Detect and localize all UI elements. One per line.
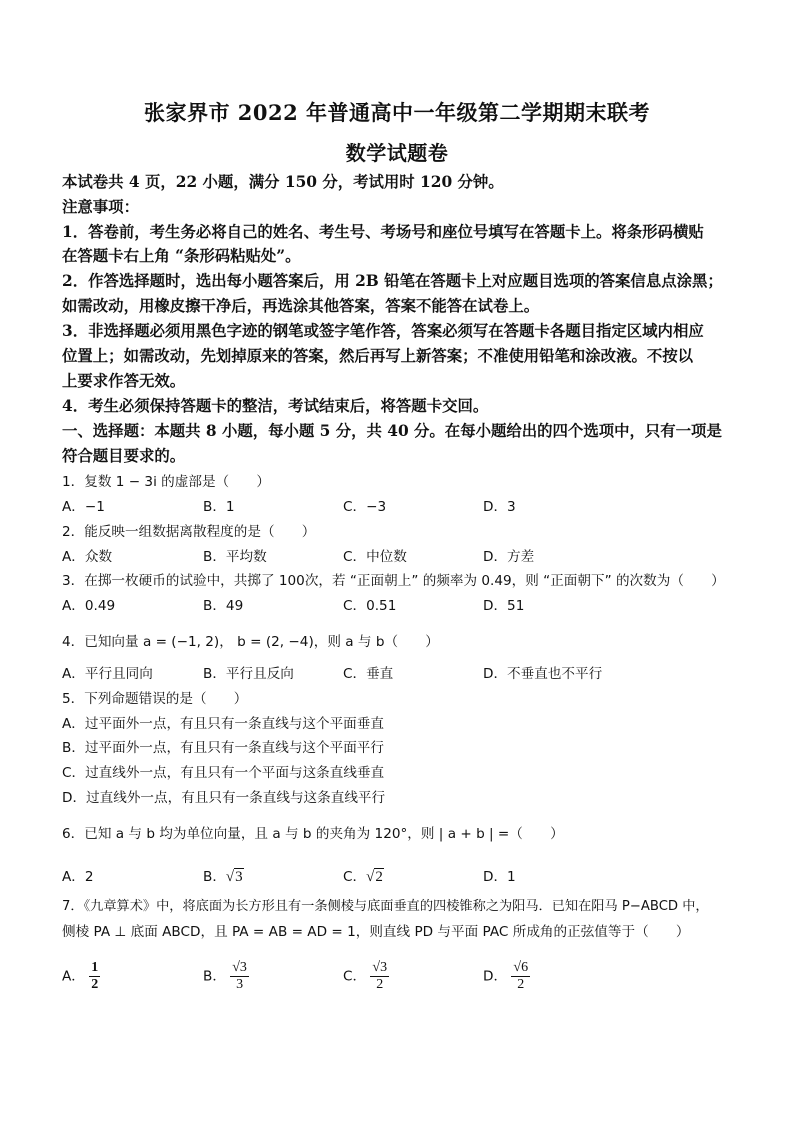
q6-option-c-label: C． <box>343 869 367 885</box>
q4-option-b: B．平行且反向 <box>203 666 294 682</box>
q6-option-c-radicand: 2 <box>375 869 383 885</box>
q3-option-b: B．49 <box>203 598 244 614</box>
q3-option-c: C．0.51 <box>343 598 397 614</box>
q7-option-c-fraction <box>370 960 389 993</box>
fraction-denominator: 2 <box>376 977 384 992</box>
q7-option-a <box>62 960 100 993</box>
q5-option-c: C．过直线外一点，有且只有一个平面与这条直线垂直 <box>62 765 385 781</box>
question-6-stem: 6．已知 a 与 b 均为单位向量，且 a 与 b 的夹角为 120°，则 | a + b | =（ ） <box>62 826 564 842</box>
notice-line: 位置上；如需改动，先划掉原来的答案，然后再写上新答案；不准使用铅笔和涂改液。不按以 <box>62 347 694 365</box>
q4-option-c: C．垂直 <box>343 666 394 682</box>
exam-subtitle: 数学试题卷 <box>345 141 449 165</box>
q6-option-c <box>343 867 384 887</box>
fraction-denominator: 2 <box>517 977 525 992</box>
fraction-numerator: √3 <box>372 960 388 975</box>
q3-option-d: D．51 <box>483 598 525 614</box>
exam-title: 张家界市 2022 年普通高中一年级第二学期期末联考 <box>143 100 651 125</box>
q7-option-d-label: D． <box>483 968 508 985</box>
notice-line: 在答题卡右上角 “条形码粘贴处”。 <box>62 247 301 265</box>
q7-option-a-fraction <box>89 960 100 993</box>
q6-option-b <box>203 867 244 887</box>
q7-option-a-label: A． <box>62 968 85 985</box>
notice-line: 上要求作答无效。 <box>62 372 186 390</box>
question-2-stem: 2．能反映一组数据离散程度的是（ ） <box>62 524 316 540</box>
question-4-stem: 4．已知向量 a = (−1, 2)， b = (2, −4)，则 a 与 b（ ） <box>62 634 439 650</box>
q5-option-b: B．过平面外一点，有且只有一条直线与这个平面平行 <box>62 740 384 756</box>
q2-option-d: D．方差 <box>483 549 535 565</box>
q7-option-b-fraction <box>230 960 249 993</box>
fraction-numerator: √3 <box>232 960 247 975</box>
q6-option-a: A．2 <box>62 869 94 885</box>
q7-option-c-label: C． <box>343 968 367 985</box>
q2-option-c: C．中位数 <box>343 549 407 565</box>
fraction-numerator: 1 <box>91 960 99 975</box>
q7-option-b <box>203 960 249 993</box>
q5-option-a: A．过平面外一点，有且只有一条直线与这个平面垂直 <box>62 716 384 732</box>
notice-line: 4．考生必须保持答题卡的整洁，考试结束后，将答题卡交回。 <box>62 397 489 415</box>
q6-option-b-radicand: 3 <box>235 869 243 885</box>
q1-option-a: A．−1 <box>62 499 105 515</box>
question-7-stem: 7．《九章算术》中，将底面为长方形且有一条侧棱与底面垂直的四棱锥称之为阳马．已知在阳马 P−ABCD 中， <box>62 899 709 914</box>
question-1-stem: 1．复数 1 − 3i 的虚部是（ ） <box>62 474 270 490</box>
question-5-stem: 5．下列命题错误的是（ ） <box>62 691 248 707</box>
sqrt-symbol: √2 <box>366 869 383 885</box>
question-3-stem: 3．在掷一枚硬币的试验中，共掷了 100次，若 “正面朝上” 的频率为 0.49，则 “正面朝下” 的次数为（ ） <box>62 573 725 589</box>
notice-line: 1．答卷前，考生务必将自己的姓名、考生号、考场号和座位号填写在答题卡上。将条形码横贴 <box>62 223 704 241</box>
q1-option-d: D．3 <box>483 499 516 515</box>
q1-option-c: C．−3 <box>343 499 387 515</box>
q6-option-d: D．1 <box>483 869 516 885</box>
fraction-denominator: 3 <box>236 977 244 992</box>
section-heading: 符合题目要求的。 <box>62 447 186 465</box>
q3-option-a: A．0.49 <box>62 598 116 614</box>
q7-option-b-label: B． <box>203 968 226 985</box>
sqrt-symbol: √3 <box>225 869 243 885</box>
notice-line: 如需改动，用橡皮擦干净后，再选涂其他答案，答案不能答在试卷上。 <box>62 297 540 315</box>
q5-option-d: D．过直线外一点，有且只有一条直线与这条直线平行 <box>62 790 386 806</box>
section-heading: 一、选择题：本题共 8 小题，每小题 5 分，共 40 分。在每小题给出的四个选项中，只有一项是 <box>62 422 722 440</box>
q4-option-d: D．不垂直也不平行 <box>483 666 603 682</box>
fraction-numerator: √6 <box>513 960 529 975</box>
notice-label: 注意事项： <box>62 198 139 216</box>
q7-option-d <box>483 960 530 993</box>
q1-option-b: B．1 <box>203 499 235 515</box>
q7-option-d-fraction <box>511 960 530 993</box>
intro-line: 本试卷共 4 页，22 小题，满分 150 分，考试用时 120 分钟。 <box>62 173 504 191</box>
notice-line: 3．非选择题必须用黑色字迹的钢笔或签字笔作答，答案必须写在答题卡各题目指定区域内相应 <box>62 322 704 340</box>
q4-option-a: A．平行且同向 <box>62 666 153 682</box>
notice-line: 2．作答选择题时，选出每小题答案后，用 2B 铅笔在答题卡上对应题目选项的答案信息点涂黑； <box>62 272 723 290</box>
q7-option-c <box>343 960 389 993</box>
q6-option-b-label: B． <box>203 869 226 885</box>
question-7-stem-cont: 侧棱 PA ⊥ 底面 ABCD，且 PA = AB = AD = 1，则直线 PD 与平面 PAC 所成角的正弦值等于（ ） <box>62 924 690 940</box>
q2-option-b: B．平均数 <box>203 549 267 565</box>
q2-option-a: A．众数 <box>62 549 113 565</box>
fraction-denominator: 2 <box>91 977 99 992</box>
